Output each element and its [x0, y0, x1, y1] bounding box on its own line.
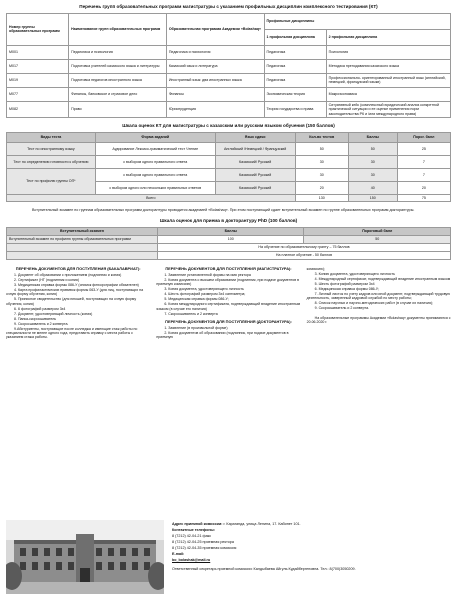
cell-score: 30: [348, 168, 397, 181]
cell-score: 50: [348, 142, 397, 155]
list-item: 7. Скоросшиватель и 2 конверта: [164, 311, 218, 316]
list-item: 7. Личный листок по учету кадров или иной документ, подтверждающий трудовую деятельность, заверенный кадровой службой по месту работы;: [306, 291, 450, 301]
table-header-row: [7, 13, 451, 29]
cell-grant-note: На обучение по образовательному гранту – 75 баллов: [157, 243, 450, 251]
list-item: 1. Заявление установленной формы на имя ректора: [164, 272, 251, 277]
table-row: [7, 142, 451, 155]
document-lists: [6, 267, 451, 341]
bachelor-docs-title: ПЕРЕЧЕНЬ ДОКУМЕНТОВ ДЛЯ ПОСТУПЛЕНИЯ (БАКАЛАВРИАТ):: [15, 265, 141, 271]
list-item: 2. Копия документов об образовании (подлинник, при подаче документов в приемную: [156, 330, 289, 340]
cell-p2: Ситуативный кейс (комплексный юридический анализ конкретной практической ситуации и ее оценке применения норм законодательства РК и /или международного права): [326, 101, 450, 117]
table-note-row: [7, 251, 451, 259]
col-p2: 2 профильная дисциплина: [326, 29, 450, 45]
cell-program: Казахский язык и литература: [166, 59, 264, 73]
secretary-line: Ответственный секретарь приемной комиссии: Калдыбаева Айгуль Кудайбергеновна. Тел.: 8(700)3050209.: [172, 566, 356, 571]
table-header-row: [7, 227, 451, 235]
table-row: [7, 168, 451, 181]
table-total-row: [7, 194, 451, 201]
list-item: 5. Приписное свидетельство (для юношей, поступающих на очную форму обучения, копия): [6, 297, 137, 306]
cell-p1: Педагогика: [264, 45, 326, 59]
col-p1: 1 профильная дисциплина: [264, 29, 326, 45]
cell-score: 40: [348, 181, 397, 194]
cell-total-score: 150: [348, 194, 397, 201]
cell-p1: Теория государства и права: [264, 101, 326, 117]
list-item: 3. Копию документа, удостоверяющего личность: [314, 271, 395, 276]
deadline-note: На образовательные программы Академии «Bolashaq» документы принимаются с 20.06.2020 г.: [306, 315, 451, 325]
cell-lang: Английский /Немецкий / Французский: [215, 142, 295, 155]
cell-name: Право: [69, 101, 167, 117]
col-threshold: Пороговый балл: [304, 227, 451, 235]
cell-paid-note: На платное обучение - 50 баллов: [157, 251, 450, 259]
table3-title: Шкала оценок для приема в докторантуру PhD (100 баллов): [159, 218, 298, 224]
col-type: Виды теста: [7, 132, 96, 142]
list-item: 2. Копия документа о высшем образовании (подлинник, при подаче документов в приемную комиссию): [156, 277, 300, 287]
phd-scale-table: [6, 227, 451, 260]
cell-threshold: 7: [397, 155, 450, 168]
table-header-row: [7, 132, 451, 142]
cell-lang: Казахский/ Русский: [215, 155, 295, 168]
list-item: 3. Медицинская справка формы 086-У (снимок флюорографии обязателен): [14, 282, 139, 287]
table-row: [7, 59, 451, 73]
cell-name: Педагогика и психология: [69, 45, 167, 59]
list-item: 4. Шесть фотографий размером 3х4 сантиметра;: [164, 292, 246, 297]
list-item: 6. Копия международного сертификата, подтверждающий владение иностранным языком (в случае его наличия): [156, 302, 301, 311]
list-item: 4. Карта профилактических прививок формы 063-У (для лиц, поступающих на очную форму обучения, копия): [6, 287, 144, 297]
academy-building-photo: [6, 520, 164, 594]
list-item: 8. Папка-скоросшиватель: [14, 316, 57, 321]
cell-lang: Казахский/ Русский: [215, 168, 295, 181]
cell-p1: Экономическая теория: [264, 87, 326, 101]
list-item: 2. Сертификат (НТ (подлинник и копия): [14, 277, 79, 282]
cell-total-label: Всего: [7, 194, 296, 201]
cell-threshold: 7: [397, 168, 450, 181]
cell-form: с выбором одного или нескольких правильных ответов: [95, 181, 215, 194]
cell-program: Финансы: [166, 87, 264, 101]
table-row: [7, 155, 451, 168]
col-count: Кол-во тестов: [295, 132, 348, 142]
phone-fax: 8 (7212) 42-04-21 факс: [172, 534, 212, 539]
cell-count: 50: [295, 142, 348, 155]
table-row: [7, 73, 451, 87]
list-item: комиссию);: [306, 266, 325, 271]
table-row: [7, 101, 451, 117]
cell-p2: Психология: [326, 45, 450, 59]
cell-p2: Макроэкономика: [326, 87, 450, 101]
cell-threshold: 50: [304, 235, 451, 243]
cell-name: Подготовка учителей казахского языка и литературы: [69, 59, 167, 73]
cell-total-count: 130: [295, 194, 348, 201]
email-label: E-mail:: [172, 552, 185, 557]
doctoral-docs-continued-column: [307, 267, 451, 341]
cell-exam: Вступительный экзамен по профилю группы образовательных программ: [7, 235, 158, 243]
cell-form: Аудирование Лексико-грамматический тест Чтение: [95, 142, 215, 155]
list-item: 9.Абитуриенты, поступающие после колледжа и имеющие стаж работы по специальности не менее одного года, представить справку с места работы с указанием стажа работы.: [6, 326, 138, 340]
doctoral-exam-paragraph: Вступительный экзамен по группам образовательных программ докторантуры проводится академией «Bolashaq». При этом поступающий сдает вступительный экзамен по группе образовательных программ докторантуры.: [32, 208, 415, 213]
list-item: 9. Скоросшиватель и 2 конверта.: [14, 321, 69, 326]
col-profile: Профильные дисциплины: [264, 13, 451, 29]
email-link[interactable]: bo_bolashak@mail.ru: [172, 558, 211, 563]
list-item: 1. Заявление (в произвольной форме): [164, 325, 228, 330]
phones-label: Контактные телефоны:: [172, 528, 215, 533]
cell-form: с выбором одного правильного ответа: [95, 168, 215, 181]
cell-type: Тест по определению готовности к обучению: [7, 155, 96, 168]
doctoral-docs-title: ПЕРЕЧЕНЬ ДОКУМЕНТОВ ДЛЯ ПОСТУПЛЕНИЯ (ДОКТОРАНТУРА):: [165, 319, 292, 324]
cell-count: 30: [295, 168, 348, 181]
table-note-row: [7, 243, 451, 251]
address-text: г. Караганда, улица Ленина, 17. Кабинет 101.: [223, 522, 301, 526]
col-code: Номер группы образовательных программ: [7, 13, 69, 45]
col-program: Образовательная программа Академии «Bolashaq»: [166, 13, 264, 45]
kt-scale-table: [6, 132, 451, 202]
cell-program: Иностранный язык: два иностранных языка: [166, 73, 264, 87]
cell-p1: Педагогика: [264, 59, 326, 73]
cell-threshold: 20: [397, 181, 450, 194]
cell-code: М077: [7, 87, 69, 101]
col-name: Наименование групп образовательных программ: [69, 13, 167, 45]
col-score: Баллы: [157, 227, 304, 235]
master-docs-title: ПЕРЕЧЕНЬ ДОКУМЕНТОВ ДЛЯ ПОСТУПЛЕНИЯ (МАГИСТРАТУРА):: [165, 265, 292, 271]
cell-form: с выбором одного правильного ответа: [95, 155, 215, 168]
cell-code: М019: [7, 73, 69, 87]
list-item: 5. Медицинская справка формы 086-У;: [164, 297, 229, 302]
address-label: Адрес приемной комиссии:: [172, 522, 223, 526]
contact-footer: [6, 520, 451, 594]
list-item: 6. Медицинская справка формы 086-У;: [314, 286, 380, 291]
col-form: Форма заданий: [95, 132, 215, 142]
cell-score: 30: [348, 155, 397, 168]
list-item: 5. Шесть фотографий размером 3х4: [314, 281, 375, 286]
cell-p1: Педагогика: [264, 73, 326, 87]
phone-admission: 8 (7212) 42-04-35 приемная комиссия: [172, 546, 237, 551]
table-row: [7, 45, 451, 59]
list-item: 4. Международный сертификат, подтверждающий владение иностранным языком: [314, 276, 451, 281]
list-item: 8. Список научных и научно-методических работ (в случае их наличия);: [314, 301, 434, 306]
col-threshold: Порог. балл: [397, 132, 450, 142]
cell-blank: [7, 251, 158, 259]
master-docs-column: [156, 267, 300, 341]
col-lang: Язык сдачи: [215, 132, 295, 142]
table1-title: Перечень групп образовательных программ магистратуры с указанием профильных дисциплин комплексного тестирования (КТ): [79, 4, 378, 9]
cell-count: 30: [295, 155, 348, 168]
cell-lang: Казахский/ Русский: [215, 181, 295, 194]
table-row: [7, 235, 451, 243]
col-score: Баллы: [348, 132, 397, 142]
list-item: 9. Скоросшиватель и 2 конверта.: [314, 306, 370, 311]
list-item: 7. Документ, удостоверяющий личность (копия): [14, 311, 93, 316]
cell-code: М017: [7, 59, 69, 73]
cell-p2: Методика преподавания казахского языка: [326, 59, 450, 73]
cell-name: Финансы, банковское и страховое дело: [69, 87, 167, 101]
cell-code: М001: [7, 45, 69, 59]
cell-program: Юриспруденция: [166, 101, 264, 117]
phone-rector: 8 (7212) 42-04-25 приемная ректора: [172, 540, 234, 545]
address-line: [172, 522, 451, 527]
cell-p2: Профессионально- ориентированный иностранный язык (английский, немецкий, французский языки): [326, 73, 450, 87]
cell-type: Тест по профилю группы ОП*: [7, 168, 96, 194]
cell-count: 20: [295, 181, 348, 194]
cell-blank: [7, 243, 158, 251]
col-exam: Вступительный экзамен: [7, 227, 158, 235]
programs-table: [6, 13, 451, 118]
list-item: 6. 6 фотографий размером 3х4: [14, 306, 66, 311]
cell-total-threshold: 75: [397, 194, 450, 201]
table2-title: Шкала оценок КТ для магистратуры с казахским или русским языком обучения (150 баллов): [122, 123, 335, 129]
cell-type: Тест по иностранному языку: [7, 142, 96, 155]
cell-score: 100: [157, 235, 304, 243]
bachelor-docs-column: [6, 267, 150, 341]
contact-details: [172, 520, 451, 594]
table-row: [7, 87, 451, 101]
list-item: 1. Документ об образовании с приложением (подлинник и копия): [14, 272, 122, 277]
cell-name: Подготовка педагогов иностранного языка: [69, 73, 167, 87]
list-item: 3. Копия документа, удостоверяющего личность: [164, 287, 244, 292]
cell-threshold: 25: [397, 142, 450, 155]
cell-program: Педагогика и психология: [166, 45, 264, 59]
cell-code: М082: [7, 101, 69, 117]
